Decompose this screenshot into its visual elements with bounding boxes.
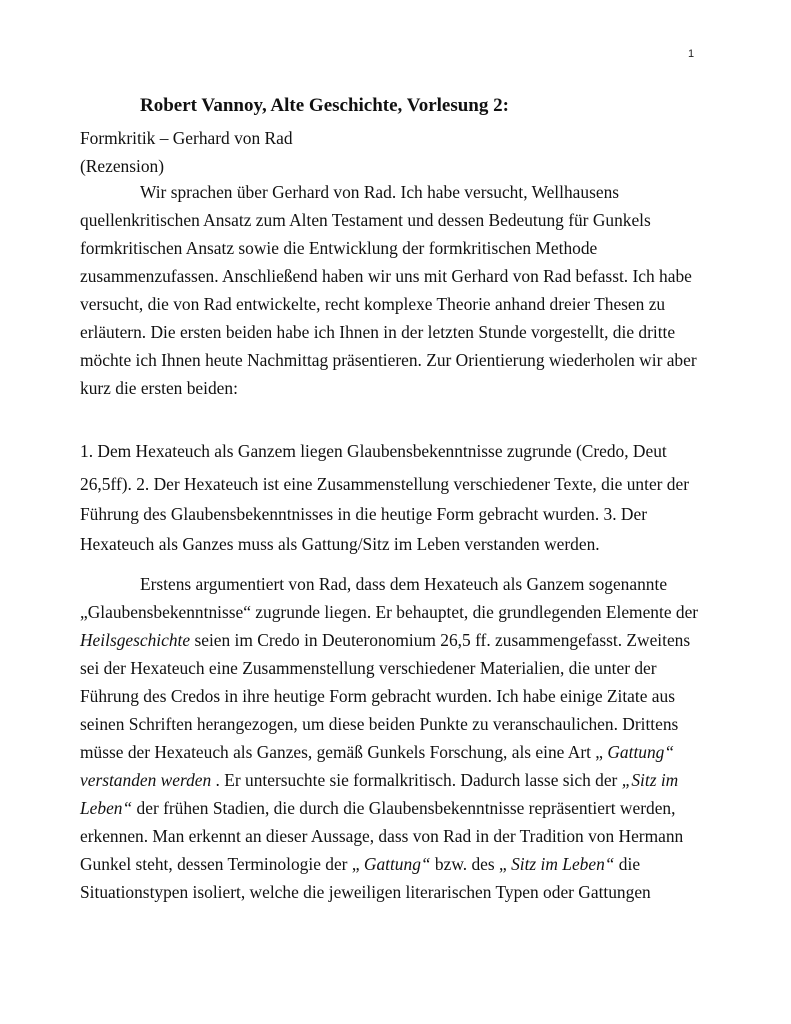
text-line: erkennen. Man erkennt an dieser Aussage, dass von Rad in der Tradition von Hermann [80, 826, 684, 846]
italic-term: „Sitz im [621, 770, 679, 790]
text-line: Führung des Credos in ihre heutige Form gebracht wurden. Ich habe einige Zitate aus [80, 686, 675, 706]
italic-term: Heilsgeschichte [80, 630, 191, 650]
text-line [80, 742, 674, 762]
text-line [80, 854, 640, 874]
text-span: die [614, 854, 641, 874]
italic-term: Leben“ [80, 798, 133, 818]
document-note: (Rezension) [80, 156, 165, 176]
italic-term: Sitz im Leben“ [511, 854, 615, 874]
text-line: erläutern. Die ersten beiden habe ich Ihnen in der letzten Stunde vorgestellt, die dritte [80, 322, 676, 342]
text-line: zusammenzufassen. Anschließend haben wir uns mit Gerhard von Rad befasst. Ich habe [80, 266, 692, 286]
italic-term: verstanden werden [80, 770, 212, 790]
text-line: kurz die ersten beiden: [80, 378, 238, 398]
text-line: möchte ich Ihnen heute Nachmittag präsentieren. Zur Orientierung wiederholen wir aber [80, 350, 697, 370]
text-line: formkritischen Ansatz sowie die Entwicklung der formkritischen Methode [80, 238, 598, 258]
text-span: seien im Credo in Deuteronomium 26,5 ff. zusammengefasst. Zweitens [190, 630, 691, 650]
text-line [80, 798, 675, 818]
italic-term: Gattung“ [607, 742, 675, 762]
text-line: Wir sprachen über Gerhard von Rad. Ich habe versucht, Wellhausens [140, 182, 620, 202]
text-line: 1. Dem Hexateuch als Ganzem liegen Glaubensbekenntnisse zugrunde (Credo, Deut [80, 441, 667, 461]
text-line: versucht, die von Rad entwickelte, recht komplexe Theorie anhand dreier Thesen zu [80, 294, 666, 314]
text-line: quellenkritischen Ansatz zum Alten Testament und dessen Bedeutung für Gunkels [80, 210, 651, 230]
text-span: der frühen Stadien, die durch die Glaubensbekenntnisse repräsentiert werden, [132, 798, 676, 818]
italic-term: Gattung“ [363, 854, 431, 874]
text-span: müsse der Hexateuch als Ganzes, gemäß Gunkels Forschung, als eine Art „ [80, 742, 608, 762]
text-line: seinen Schriften herangezogen, um diese beiden Punkte zu veranschaulichen. Drittens [80, 714, 679, 734]
text-line: „Glaubensbekenntnisse“ zugrunde liegen. Er behauptet, die grundlegenden Elemente der [80, 602, 699, 622]
text-line: Hexateuch als Ganzes muss als Gattung/Sitz im Leben verstanden werden. [80, 534, 600, 554]
text-line: Erstens argumentiert von Rad, dass dem Hexateuch als Ganzem sogenannte [140, 574, 668, 594]
text-line: Situationstypen isoliert, welche die jeweiligen literarischen Typen oder Gattungen [80, 882, 651, 902]
text-line [80, 770, 678, 790]
document-title: Robert Vannoy, Alte Geschichte, Vorlesung 2: [140, 95, 509, 116]
text-span: bzw. des „ [430, 854, 512, 874]
text-line [80, 630, 690, 650]
document-subtitle: Formkritik – Gerhard von Rad [80, 128, 293, 148]
text-line: 26,5ff). 2. Der Hexateuch ist eine Zusammenstellung verschiedener Texte, die unter der [80, 474, 690, 494]
page-number: 1 [688, 48, 695, 60]
text-span: . Er untersuchte sie formalkritisch. Dadurch lasse sich der [211, 770, 622, 790]
text-line: sei der Hexateuch eine Zusammenstellung verschiedener Materialien, die unter der [80, 658, 657, 678]
text-span: Gunkel steht, dessen Terminologie der „ [80, 854, 364, 874]
text-line: Führung des Glaubensbekenntnisses in die heutige Form gebracht wurden. 3. Der [80, 504, 648, 524]
